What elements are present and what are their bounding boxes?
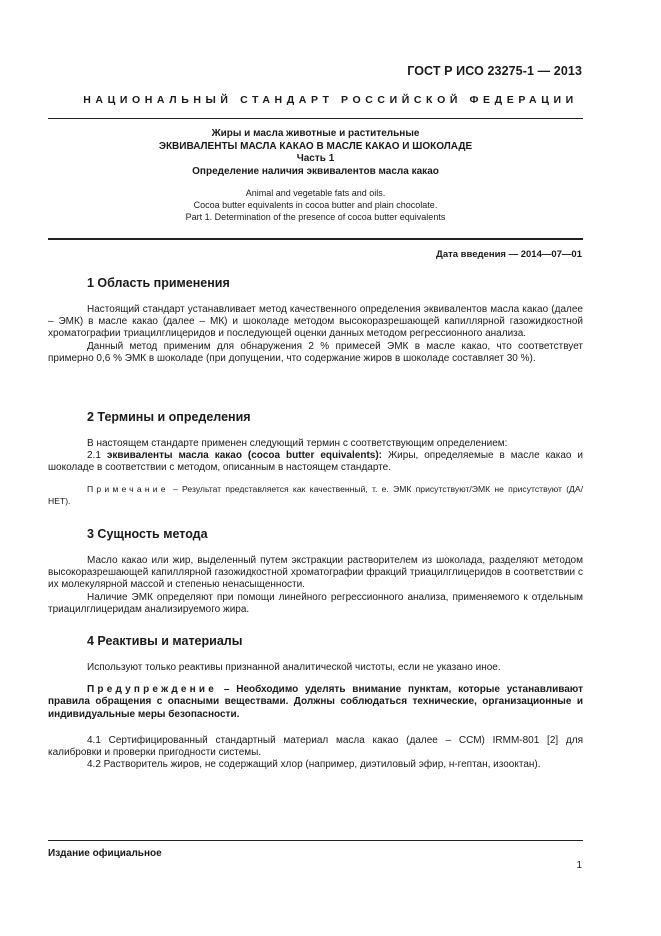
section-2-note [48,483,583,507]
section-2-heading: 2 Термины и определения [87,410,251,424]
title-en [48,187,583,223]
title-block [48,128,583,223]
section-4-heading: 4 Реактивы и материалы [87,634,243,648]
section-3-heading: 3 Сущность метода [87,527,208,541]
section-4-item-1: 4.1 Сертифицированный стандартный материал масла какао (далее – ССМ) IRMM-801 [2] для калибровки и проверки пригодности системы. [48,734,583,759]
national-standard-heading: НАЦИОНАЛЬНЫЙ СТАНДАРТ РОССИЙСКОЙ ФЕДЕРАЦИИ [83,94,578,106]
section-3-paragraph-2: Наличие ЭМК определяют при помощи линейного регрессионного анализа, применяемого к отдельным триацилглицеридам анализируемого жира. [48,591,583,615]
section-4-paragraph-1: Используют только реактивы признанной аналитической чистоты, если не указано иное. [87,662,501,673]
section-2 [48,410,583,507]
section-4 [48,634,583,771]
title-ru-line3: Часть 1 [296,153,335,164]
section-2-paragraph-1: В настоящем стандарте применен следующий термин с соответствующим определением: [87,438,508,449]
official-edition: Издание официальное [48,848,162,859]
warning-label: Предупреждение [87,684,218,696]
term-definition: Жиры, определяемые в масле какао и шоколаде в соответствии с методом, описанным в настоящем стандарте. [48,450,583,474]
header-rule [48,118,583,119]
date-of-introduction: Дата введения — 2014—07—01 [436,249,582,260]
gost-code: ГОСТ Р ИСО 23275-1 — 2013 [407,64,582,78]
term-number: 2.1 [87,450,107,462]
section-1-paragraph-2: Данный метод применим для обнаружения 2 % примесей ЭМК в масле какао, что соответствует примерно 0,6 % ЭМК в шоколаде (при допущении, что содержание жиров в шоколаде составляет 30 %). [48,340,583,364]
note-label: Примечание [87,483,169,494]
section-1-paragraph-1: Настоящий стандарт устанавливает метод качественного определения эквивалентов масла какао (далее – ЭМК) в масле какао (далее – МК) и шоколаде методом высокоразрешающей капиллярной газожидкостной хроматографии триацилглицеридов и последующей оценки данных методом регрессионного анализа. [48,304,583,340]
section-4-warning [48,684,583,721]
section-3-paragraph-1: Масло какао или жир, выделенный путем экстракции растворителем из шоколада, разделяют методом высокоразрешающей капиллярной газожидкостной хроматографии фракций триацилглицеридов в соответствии с их молекулярной массой и степенью ненасыщенности. [48,555,583,591]
section-1-heading: 1 Область применения [87,276,230,290]
page-number: 1 [576,860,582,871]
section-3 [48,527,583,616]
title-ru-line2: ЭКВИВАЛЕНТЫ МАСЛА КАКАО В МАСЛЕ КАКАО И ШОКОЛАДЕ [158,140,473,152]
warning-text: – Необходимо уделять внимание пунктам, которые устанавливают правила обращения с опасными веществами. Должны соблюдаться технические, организационные и индивидуальные меры безопасности. [48,684,583,720]
title-en-line3: Part 1. Determination of the presence of cocoa butter equivalents [185,212,446,222]
note-text: – Результат представляется как качественный, т. е. ЭМК присутствуют/ЭМК не присутствуют (ДА/НЕТ). [48,483,583,506]
term-name: эквиваленты масла какао (cocoa butter equivalents): [106,450,382,462]
title-ru-line4: Определение наличия эквивалентов масла какао [192,165,439,177]
footer-rule [48,840,583,841]
title-en-line1: Animal and vegetable fats and oils. [245,188,386,198]
section-4-item-2: 4.2 Растворитель жиров, не содержащий хлор (например, диэтиловый эфир, н-гептан, изооктан). [87,759,541,771]
section-1 [48,276,583,365]
title-rule [48,238,583,240]
title-ru-line1: Жиры и масла животные и растительные [211,128,420,139]
section-2-term [48,450,583,474]
title-en-line2: Cocoa butter equivalents in cocoa butter and plain chocolate. [193,200,438,210]
